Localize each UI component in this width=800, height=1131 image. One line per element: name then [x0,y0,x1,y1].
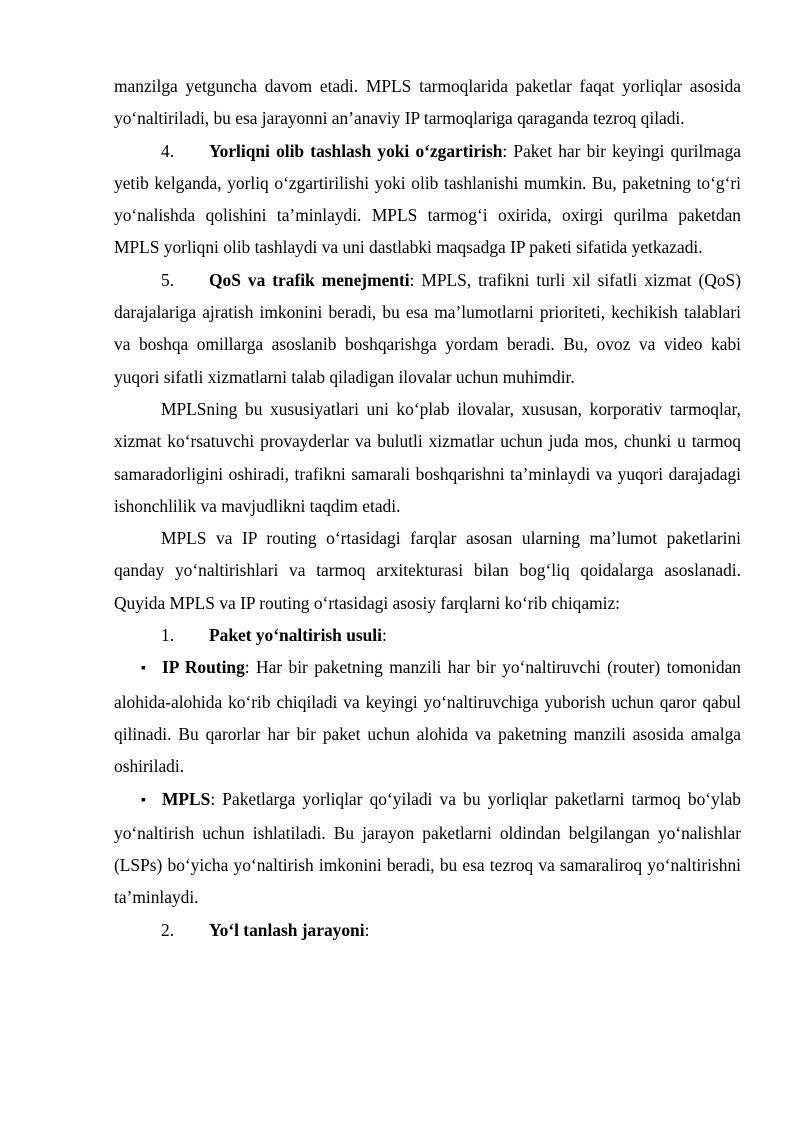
list-item-heading: Yo‘l tanlash jarayoni [209,919,365,940]
bullet-text: : Har bir paketning manzili har bir yo‘naltiruvchi (router) tomonidan alohida-alohida ko‘rib chiqiladi va keyingi yo‘naltiruvchiga yuborish uchun qaror qabul qilinadi. Bu qarorlar har bir paket uchun alohida va paketning manzili asosida amalga oshiriladi. [114,657,741,777]
list-item-heading: Yorliqni olib tashlash yoki o‘zgartirish [209,140,503,161]
list-item-heading: Paket yo‘naltirish usuli [209,625,382,646]
bullet-heading: IP Routing [162,657,245,678]
paragraph-continuation: manzilga yetguncha davom etadi. MPLS tarmoqlarida paketlar faqat yorliqlar asosida yo‘naltiriladi, bu esa jarayonni an’anaviy IP tarmoqlariga qaraganda tezroq qiladi. [114,76,741,129]
bullet-icon: ▪ [141,792,146,808]
list-item-heading: QoS va trafik menejmenti [209,269,410,290]
list-item-text: : Paket har bir keyingi qurilmaga yetib kelganda, yorliq o‘zgartirilishi yoki olib tashlanishi mumkin. Bu, paketning to‘g‘ri yo‘nalishda qolishini ta’minlaydi. MPLS tarmog‘i oxirida, oxirgi qurilma paketdan MPLS yorliqni olib tashlaydi va uni dastlabki maqsadga IP paketi sifatida yetkazadi. [114,140,741,258]
bullet-item-ip-routing [114,651,741,782]
bullet-heading: MPLS [162,788,211,809]
bullet-text: : Paketlarga yorliqlar qo‘yiladi va bu yorliqlar paketlarni tarmoq bo‘ylab yo‘naltirish uchun ishlatiladi. Bu jarayon paketlarni oldindan belgilangan yo‘nalishlar (LSPs) bo‘yicha yo‘naltirish imkonini beradi, bu esa tezroq va samaraliroq yo‘naltirishni ta’minlaydi. [114,788,741,908]
list-item-colon: : [364,919,370,940]
bullet-item-mpls [114,783,741,914]
document-page [114,70,741,946]
list-item-5 [114,264,741,393]
paragraph-mpls-features: MPLSning bu xususiyatlari uni ko‘plab ilovalar, xususan, korporativ tarmoqlar, xizmat ko‘rsatuvchi provayderlar va bulutli xizmatlar uchun juda mos, chunki u tarmoq samaradorligini oshiradi, trafikni samarali boshqarishni ta’minlaydi va yuqori darajadagi ishonchlilik va mavjudlikni taqdim etadi. [114,398,741,516]
list-item-4 [114,135,741,264]
list-number: 1. [161,625,175,646]
difference-item-2 [114,914,741,946]
list-number: 5. [161,269,175,290]
paragraph-differences-intro: MPLS va IP routing o‘rtasidagi farqlar asosan ularning ma’lumot paketlarini qanday yo‘naltirishlari va tarmoq arxitekturasi bilan bog‘liq qoidalarga asoslanadi. Quyida MPLS va IP routing o‘rtasidagi asosiy farqlarni ko‘rib chiqamiz: [114,528,741,613]
bullet-icon: ▪ [141,661,146,677]
list-number: 2. [161,919,175,940]
list-item-colon: : [381,625,387,646]
list-item-text: : MPLS, trafikni turli xil sifatli xizmat (QoS) darajalariga ajratish imkonini beradi, bu esa ma’lumotlarni prioriteti, kechikish talablari va boshqa omillarga asoslanib boshqarishga yordam beradi. Bu, ovoz va video kabi yuqori sifatli xizmatlarni talab qiladigan ilovalar uchun muhimdir. [114,269,742,387]
list-number: 4. [161,140,175,161]
difference-item-1 [114,619,741,651]
